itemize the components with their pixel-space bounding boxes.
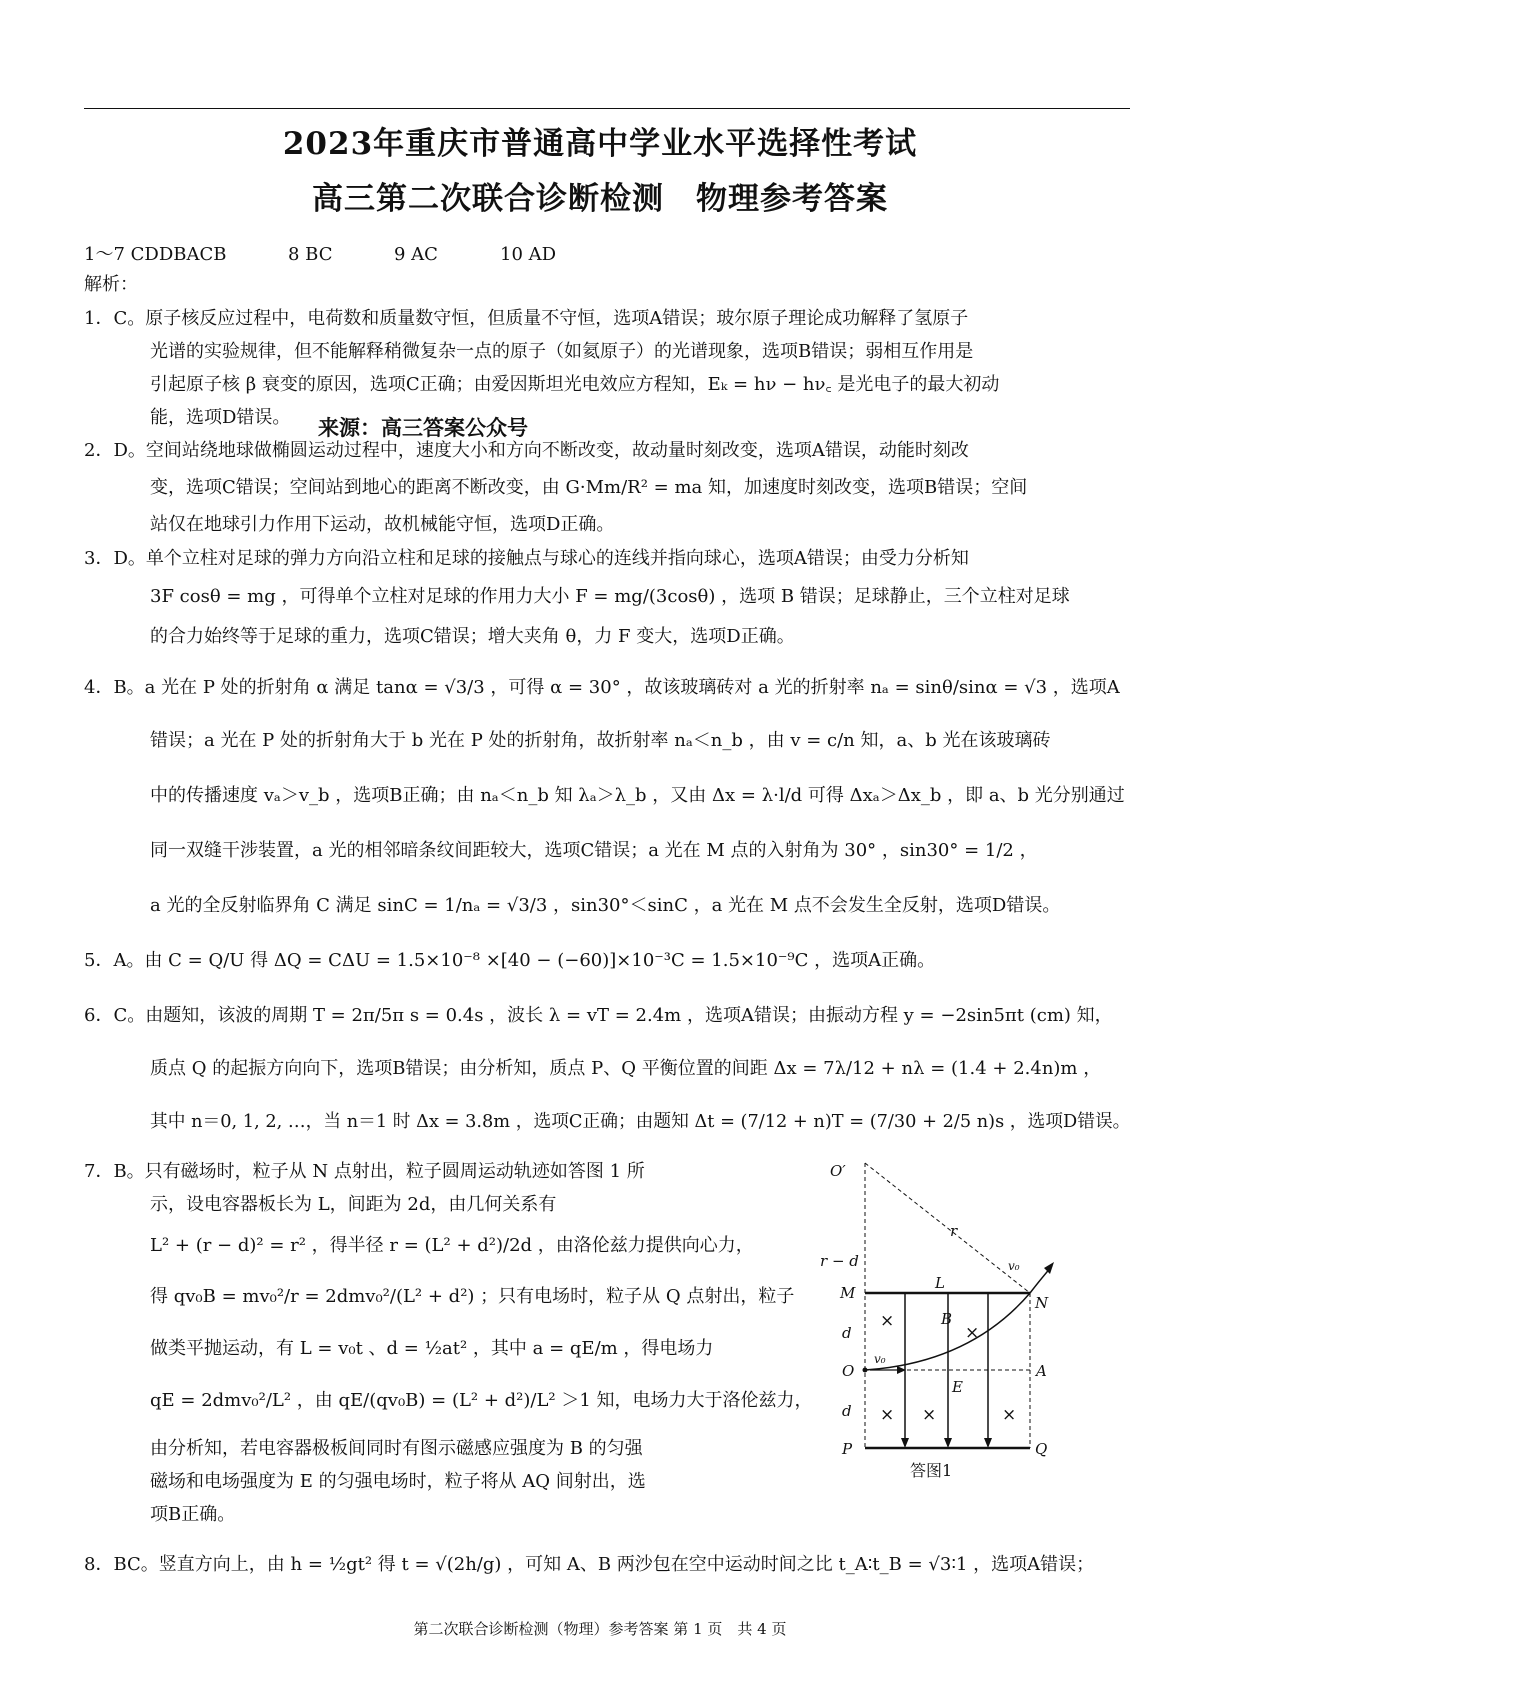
title-line-1: 2023年重庆市普通高中学业水平选择性考试 xyxy=(282,126,918,162)
label-d-lower: d xyxy=(842,1402,852,1420)
analysis-line: 由分析知，若电容器极板间同时有图示磁感应强度为 B 的匀强 xyxy=(150,1438,643,1459)
analysis-line: 中的传播速度 vₐ＞v_b ，选项B正确；由 nₐ＜n_b 知 λₐ＞λ_b ，又由 Δx = λ·l/d 可得 Δxₐ＞Δx_b ，即 a、b 光分别通过 xyxy=(150,785,1125,806)
analysis-line: 的合力始终等于足球的重力，选项C错误；增大夹角 θ，力 F 变大，选项D正确。 xyxy=(150,626,795,647)
analysis-line: 6．C。由题知，该波的周期 T = 2π/5π s = 0.4s ，波长 λ = vT = 2.4m ，选项A错误；由振动方程 y = −2sin5πt (cm) 知， xyxy=(84,1005,1113,1026)
label-o: O xyxy=(842,1362,855,1380)
label-a: A xyxy=(1036,1362,1047,1380)
cross-mark: × xyxy=(880,1311,895,1331)
label-b: B xyxy=(941,1310,953,1328)
analysis-line: 示，设电容器板长为 L，间距为 2d，由几何关系有 xyxy=(150,1194,557,1215)
cross-mark: × xyxy=(922,1405,937,1425)
figure-caption: 答图1 xyxy=(910,1461,953,1480)
cross-mark: × xyxy=(880,1405,895,1425)
analysis-line: 同一双缝干涉装置，a 光的相邻暗条纹间距较大，选项C错误；a 光在 M 点的入射角为 30° ，sin30° = 1/2 ， xyxy=(150,840,1038,861)
analysis-label: 解析： xyxy=(84,274,138,295)
analysis-line: 能，选项D错误。 xyxy=(150,407,291,428)
analysis-line: 得 qv₀B = mv₀²/r = 2dmv₀²/(L² + d²) ；只有电场时，粒子从 Q 点射出，粒子 xyxy=(150,1286,795,1307)
analysis-line: 2．D。空间站绕地球做椭圆运动过程中，速度大小和方向不断改变，故动量时刻改变，选项A错误，动能时刻改 xyxy=(84,440,969,461)
analysis-line: 3．D。单个立柱对足球的弹力方向沿立柱和足球的接触点与球心的连线并指向球心，选项A错误；由受力分析知 xyxy=(84,548,969,569)
analysis-line: qE = 2dmv₀²/L² ，由 qE/(qv₀B) = (L² + d²)/L² ＞1 知，电场力大于洛伦兹力， xyxy=(150,1390,813,1411)
analysis-line: 磁场和电场强度为 E 的匀强电场时，粒子将从 AQ 间射出，选 xyxy=(150,1471,646,1492)
label-r: r xyxy=(950,1222,958,1240)
label-m: M xyxy=(840,1284,856,1302)
analysis-line: 3F cosθ = mg ，可得单个立柱对足球的作用力大小 F = mg/(3cosθ) ，选项 B 错误；足球静止，三个立柱对足球 xyxy=(150,586,1070,607)
analysis-line: 做类平抛运动，有 L = v₀t 、d = ½at² ，其中 a = qE/m ，得电场力 xyxy=(150,1338,714,1359)
analysis-line: 引起原子核 β 衰变的原因，选项C正确；由爱因斯坦光电效应方程知，Eₖ = hν − hν꜀ 是光电子的最大初动 xyxy=(150,374,1000,395)
analysis-line: 光谱的实验规律，但不能解释稍微复杂一点的原子（如氦原子）的光谱现象，选项B错误；弱相互作用是 xyxy=(150,341,974,362)
label-d-upper: d xyxy=(842,1324,852,1342)
analysis-line: 8．BC。竖直方向上，由 h = ½gt² 得 t = √(2h/g) ，可知 A、B 两沙包在空中运动时间之比 t_A∶t_B = √3∶1 ，选项A错误； xyxy=(84,1554,1095,1575)
analysis-line: 5．A。由 C = Q/U 得 ΔQ = CΔU = 1.5×10⁻⁸ ×[40 − (−60)]×10⁻³C = 1.5×10⁻⁹C ，选项A正确。 xyxy=(84,950,936,971)
label-l: L xyxy=(935,1274,945,1292)
label-p: P xyxy=(842,1440,853,1458)
label-v0-mid: v₀ xyxy=(874,1352,886,1366)
label-r-minus-d: r − d xyxy=(820,1252,859,1270)
analysis-line: 其中 n＝0, 1, 2, …，当 n＝1 时 Δx = 3.8m ，选项C正确；由题知 Δt = (7/12 + n)T = (7/30 + 2/5 n)s ，选项D错误。 xyxy=(150,1111,1131,1132)
analysis-line: 4．B。a 光在 P 处的折射角 α 满足 tanα = √3/3 ，可得 α = 30° ，故该玻璃砖对 a 光的折射率 nₐ = sinθ/sinα = √3 ，选项A xyxy=(84,677,1120,698)
analysis-line: 项B正确。 xyxy=(150,1504,236,1525)
label-n: N xyxy=(1035,1294,1049,1312)
analysis-line: 1．C。原子核反应过程中，电荷数和质量数守恒，但质量不守恒，选项A错误；玻尔原子理论成功解释了氢原子 xyxy=(84,308,969,329)
figure-answer-1 xyxy=(820,1158,1060,1480)
analysis-line: 质点 Q 的起振方向向下，选项B错误；由分析知，质点 P、Q 平衡位置的间距 Δx = 7λ/12 + nλ = (1.4 + 2.4n)m ， xyxy=(150,1058,1102,1079)
label-v0-top: v₀ xyxy=(1008,1259,1020,1273)
analysis-line: 7．B。只有磁场时，粒子从 N 点射出，粒子圆周运动轨迹如答图 1 所 xyxy=(84,1161,645,1182)
title-line-2: 高三第二次联合诊断检测 物理参考答案 xyxy=(312,181,888,217)
analysis-line: a 光的全反射临界角 C 满足 sinC = 1/nₐ = √3/3 ，sin30°＜sinC ，a 光在 M 点不会发生全反射，选项D错误。 xyxy=(150,895,1061,916)
analysis-line: 站仅在地球引力作用下运动，故机械能守恒，选项D正确。 xyxy=(150,514,615,535)
answer-10: 10 AD xyxy=(500,244,557,265)
page-footer: 第二次联合诊断检测（物理）参考答案 第 1 页 共 4 页 xyxy=(413,1620,787,1638)
cross-mark: × xyxy=(965,1323,980,1343)
answer-8: 8 BC xyxy=(288,244,333,265)
analysis-line: L² + (r − d)² = r² ，得半径 r = (L² + d²)/2d ，由洛伦兹力提供向心力， xyxy=(150,1235,754,1256)
analysis-line: 变，选项C错误；空间站到地心的距离不断改变，由 G·Mm/R² = ma 知，加速度时刻改变，选项B错误；空间 xyxy=(150,477,1028,498)
label-o-prime: O′ xyxy=(830,1162,846,1180)
source-note: 来源：高三答案公众号 xyxy=(318,415,528,440)
answer-9: 9 AC xyxy=(394,244,438,265)
answer-1-7: 1～7 CDDBACB xyxy=(84,244,227,265)
label-q: Q xyxy=(1035,1440,1048,1458)
top-rule xyxy=(84,108,1130,109)
cross-mark: × xyxy=(1002,1405,1017,1425)
analysis-line: 错误；a 光在 P 处的折射角大于 b 光在 P 处的折射角，故折射率 nₐ＜n_b ，由 v = c/n 知，a、b 光在该玻璃砖 xyxy=(150,730,1051,751)
label-e: E xyxy=(952,1378,963,1396)
